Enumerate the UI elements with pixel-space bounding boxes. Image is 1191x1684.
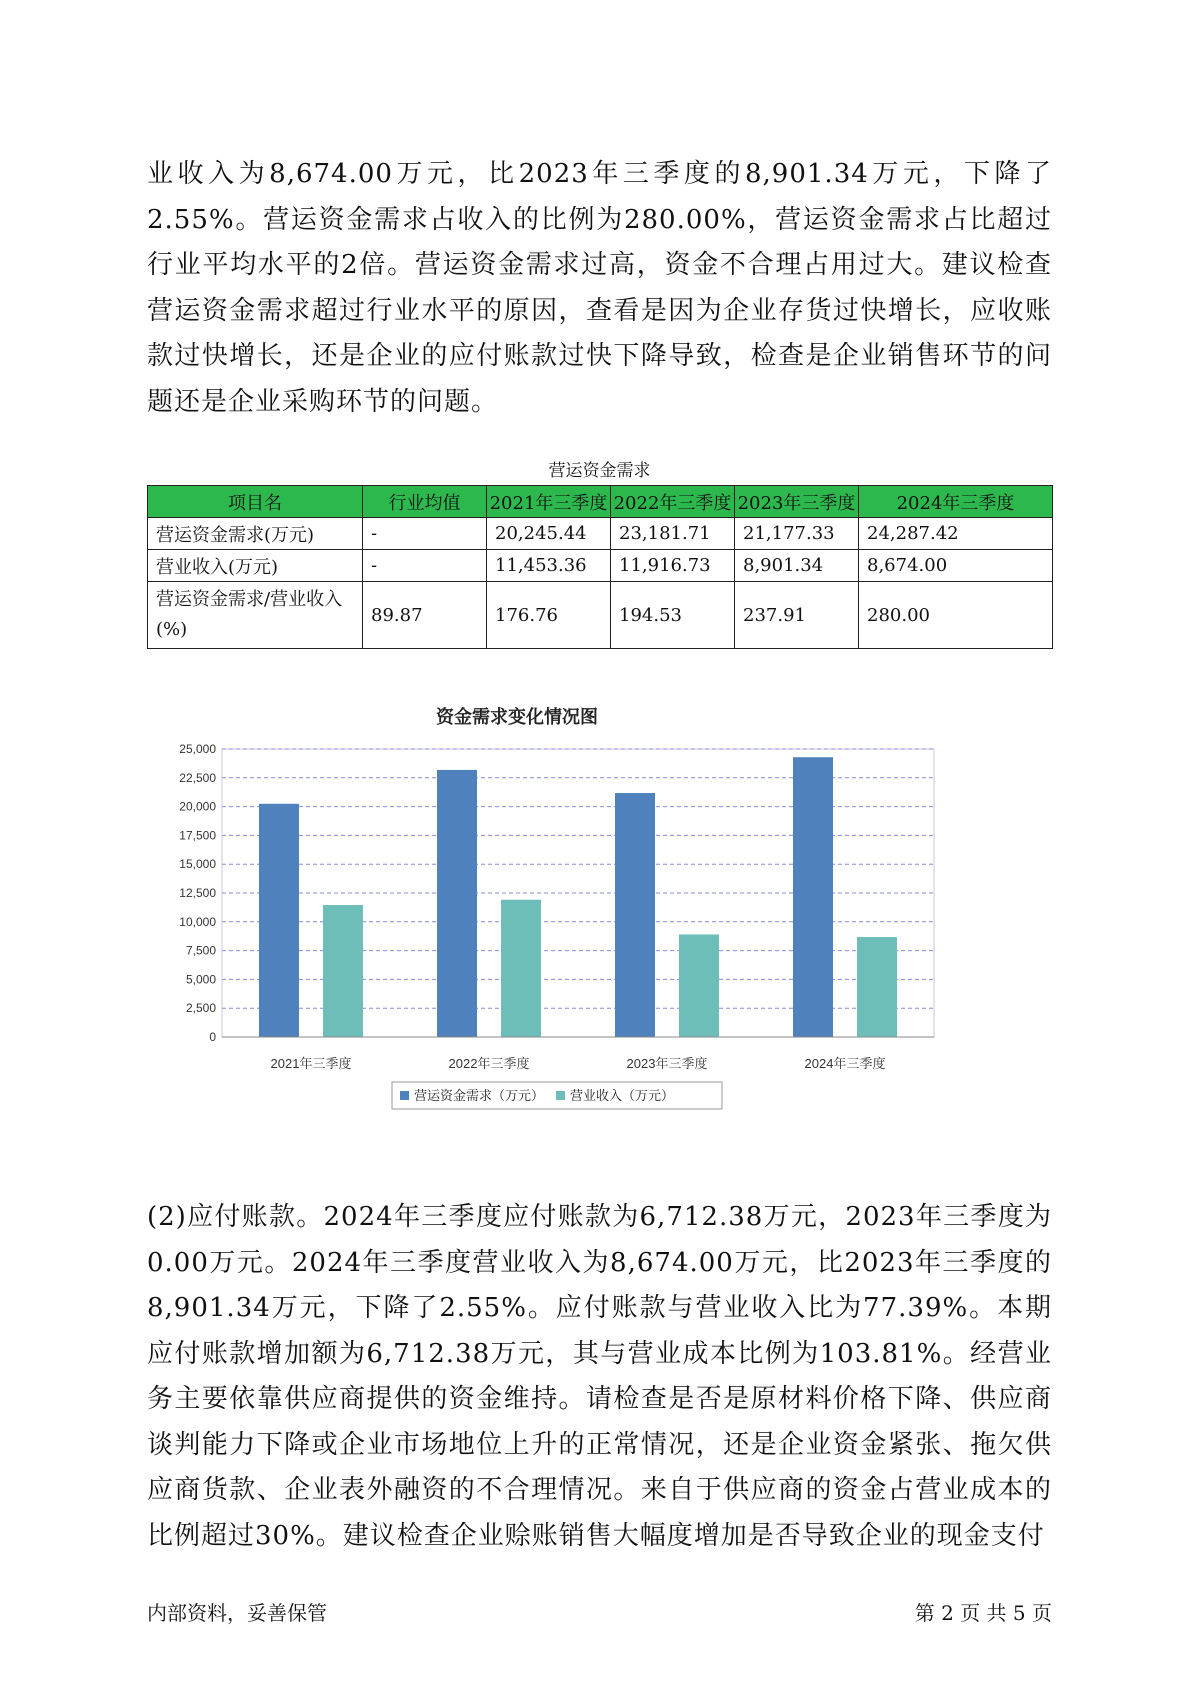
y-tick-label: 7,500 [185,943,216,958]
table-title: 营运资金需求 [548,461,651,481]
table-header-row [148,486,1053,518]
table-cell: 89.87 [363,582,487,649]
bar [501,900,541,1037]
table-cell: 8,901.34 [735,550,859,582]
y-tick-label: 20,000 [179,799,216,814]
table-cell: 237.91 [735,582,859,649]
y-tick-label: 2,500 [185,1001,216,1016]
header-cell: 2022年三季度 [611,486,735,518]
x-tick-label: 2024年三季度 [804,1056,886,1071]
legend-swatch [556,1091,565,1100]
working-capital-table [147,485,1053,649]
table-cell: 23,181.71 [611,518,735,550]
y-tick-label: 22,500 [179,770,216,785]
table-cell: 176.76 [487,582,611,649]
table-cell: 营业收入(万元) [148,550,363,582]
table-cell: - [363,518,487,550]
header-cell: 2024年三季度 [859,486,1053,518]
confidential-note: 内部资料，妥善保管 [147,1601,327,1625]
y-tick-label: 12,500 [179,886,216,900]
header-cell: 2021年三季度 [487,486,611,518]
table-cell: 21,177.33 [735,518,859,550]
table-row [148,518,1053,550]
table-cell: - [363,550,487,582]
bar [323,905,363,1037]
table-cell: 24,287.42 [859,518,1053,550]
legend-label: 营运资金需求（万元） [414,1088,545,1103]
table-row [148,550,1053,582]
header-cell: 行业均值 [363,486,487,518]
legend-label: 营业收入（万元） [570,1088,675,1103]
table-cell: 营运资金需求/营业收入(%) [148,582,363,649]
y-tick-label: 15,000 [179,857,216,872]
y-tick-label: 25,000 [179,742,216,756]
table-cell: 11,453.36 [487,550,611,582]
payables-paragraph: (2)应付账款。2024年三季度应付账款为6,712.38万元，2023年三季度为0.00万元。2024年三季度营业收入为8,674.00万元，比2023年三季度的8,901.34万元，下降了2.55%。应付账款与营业收入比为77.39%。本期应付账款增加额为6,712.38万元，其与营业成本比例为103.81%。经营业务主要依靠供应商提供的资金维持。请检查是否是原材料价格下降、供应商谈判能力下降或企业市场地位上升的正常情况，还是企业资金紧张、拖欠供应商货款、企业表外融资的不合理情况。来自于供应商的资金占营业成本的比例超过30%。建议检查企业赊账销售大幅度增加是否导致企业的现金支付 [147,1202,1052,1551]
y-tick-label: 17,500 [179,828,216,843]
table-cell: 194.53 [611,582,735,649]
y-tick-label: 5,000 [185,972,216,987]
table-row [148,582,1053,649]
table-cell: 11,916.73 [611,550,735,582]
bar [259,804,299,1037]
bar [857,937,897,1037]
funding-demand-chart [147,700,1052,1150]
y-tick-label: 10,000 [179,914,216,929]
chart-svg [147,700,1052,1150]
x-tick-label: 2022年三季度 [448,1056,530,1071]
intro-paragraph: 业收入为8,674.00万元，比2023年三季度的8,901.34万元，下降了2.55%。营运资金需求占收入的比例为280.00%，营运资金需求占比超过行业平均水平的2倍。营运资金需求过高，资金不合理占用过大。建议检查营运资金需求超过行业水平的原因，查看是因为企业存货过快增长，应收账款过快增长，还是企业的应付账款过快下降导致，检查是企业销售环节的问题还是企业采购环节的问题。 [147,159,1052,417]
x-tick-label: 2021年三季度 [270,1056,352,1071]
table-cell: 营运资金需求(万元) [148,518,363,550]
chart-bars [259,757,897,1037]
y-tick-label: 0 [209,1030,216,1044]
table-cell: 280.00 [859,582,1053,649]
legend-swatch [400,1091,409,1100]
bar [437,770,477,1037]
page-number: 第 2 页 共 5 页 [914,1601,1052,1625]
x-tick-label: 2023年三季度 [626,1056,708,1071]
bar [793,757,833,1037]
table-cell: 20,245.44 [487,518,611,550]
header-cell: 项目名 [148,486,363,518]
header-cell: 2023年三季度 [735,486,859,518]
chart-title: 资金需求变化情况图 [436,707,598,727]
bar [615,793,655,1037]
table-cell: 8,674.00 [859,550,1053,582]
bar [679,934,719,1037]
chart-legend [392,1082,722,1109]
